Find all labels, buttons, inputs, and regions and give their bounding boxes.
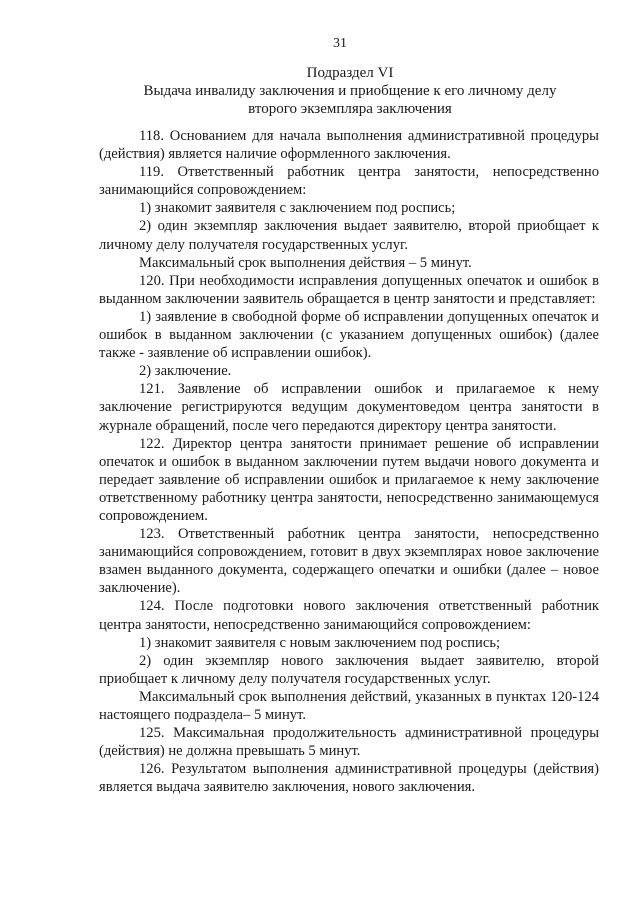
paragraph-119-item-2: 2) один экземпляр заключения выдает заявителю, второй приобщает к личному делу получателя государственных услуг. [99, 218, 599, 253]
paragraph-126: 126. Результатом выполнения административной процедуры (действия) является выдача заявителю заключения, нового заключения. [99, 761, 599, 796]
paragraph-124-item-2: 2) один экземпляр нового заключения выдает заявителю, второй приобщает к личному делу получателя государственных услуг. [99, 652, 599, 687]
page-number: 31 [333, 36, 347, 51]
paragraph-120-item-1: 1) заявление в свободной форме об исправлении допущенных опечаток и ошибок в выданном заключении (с указанием допущенных ошибок) (далее также - заявление об исправлении ошибок). [99, 308, 599, 362]
paragraph-125: 125. Максимальная продолжительность административной процедуры (действия) не должна превышать 5 минут. [99, 725, 599, 760]
section-heading [100, 64, 600, 118]
paragraph-124: 124. После подготовки нового заключения ответственный работник центра занятости, непосредственно занимающийся сопровождением: [99, 598, 599, 633]
paragraph-123: 123. Ответственный работник центра занятости, непосредственно занимающийся сопровождением, готовит в двух экземплярах новое заключение взамен выданного документа, содержащего опечатки и ошибки (далее – новое заключение). [99, 526, 599, 597]
paragraph-124-item-1: 1) знакомит заявителя с новым заключением под роспись; [139, 634, 501, 651]
paragraph-119: 119. Ответственный работник центра занятости, непосредственно занимающийся сопровождением: [99, 164, 599, 199]
subsection-title: Подраздел VI [306, 65, 394, 81]
section-title-line-2: второго экземпляра заключения [248, 101, 452, 117]
paragraph-120: 120. При необходимости исправления допущенных опечаток и ошибок в выданном заключении заявитель обращается в центр занятости и представляет: [99, 272, 599, 307]
paragraph-118: 118. Основанием для начала выполнения административной процедуры (действия) является наличие оформленного заключения. [99, 128, 599, 163]
paragraph-122: 122. Директор центра занятости принимает решение об исправлении опечаток и ошибок в выданном заключении путем выдачи нового документа и передает заявление об исправлении ошибок и прилагаемое к нему заключение ответственному работнику центра занятости, непосредственно занимающемуся сопровождением. [99, 435, 599, 524]
paragraph-119-time-limit: Максимальный срок выполнения действия – 5 минут. [139, 254, 472, 271]
paragraph-120-item-2: 2) заключение. [139, 363, 232, 380]
paragraph-121: 121. Заявление об исправлении ошибок и прилагаемое к нему заключение регистрируются ведущим документоведом центра занятости в журнале обращений, после чего передаются директору центра занятости. [99, 381, 599, 434]
body-text [99, 127, 599, 796]
paragraph-124-time-limit: Максимальный срок выполнения действий, указанных в пунктах 120-124 настоящего подраздела– 5 минут. [99, 688, 599, 723]
section-title-line-1: Выдача инвалиду заключения и приобщение к его личному делу [143, 83, 557, 99]
paragraph-119-item-1: 1) знакомит заявителя с заключением под роспись; [139, 200, 456, 217]
